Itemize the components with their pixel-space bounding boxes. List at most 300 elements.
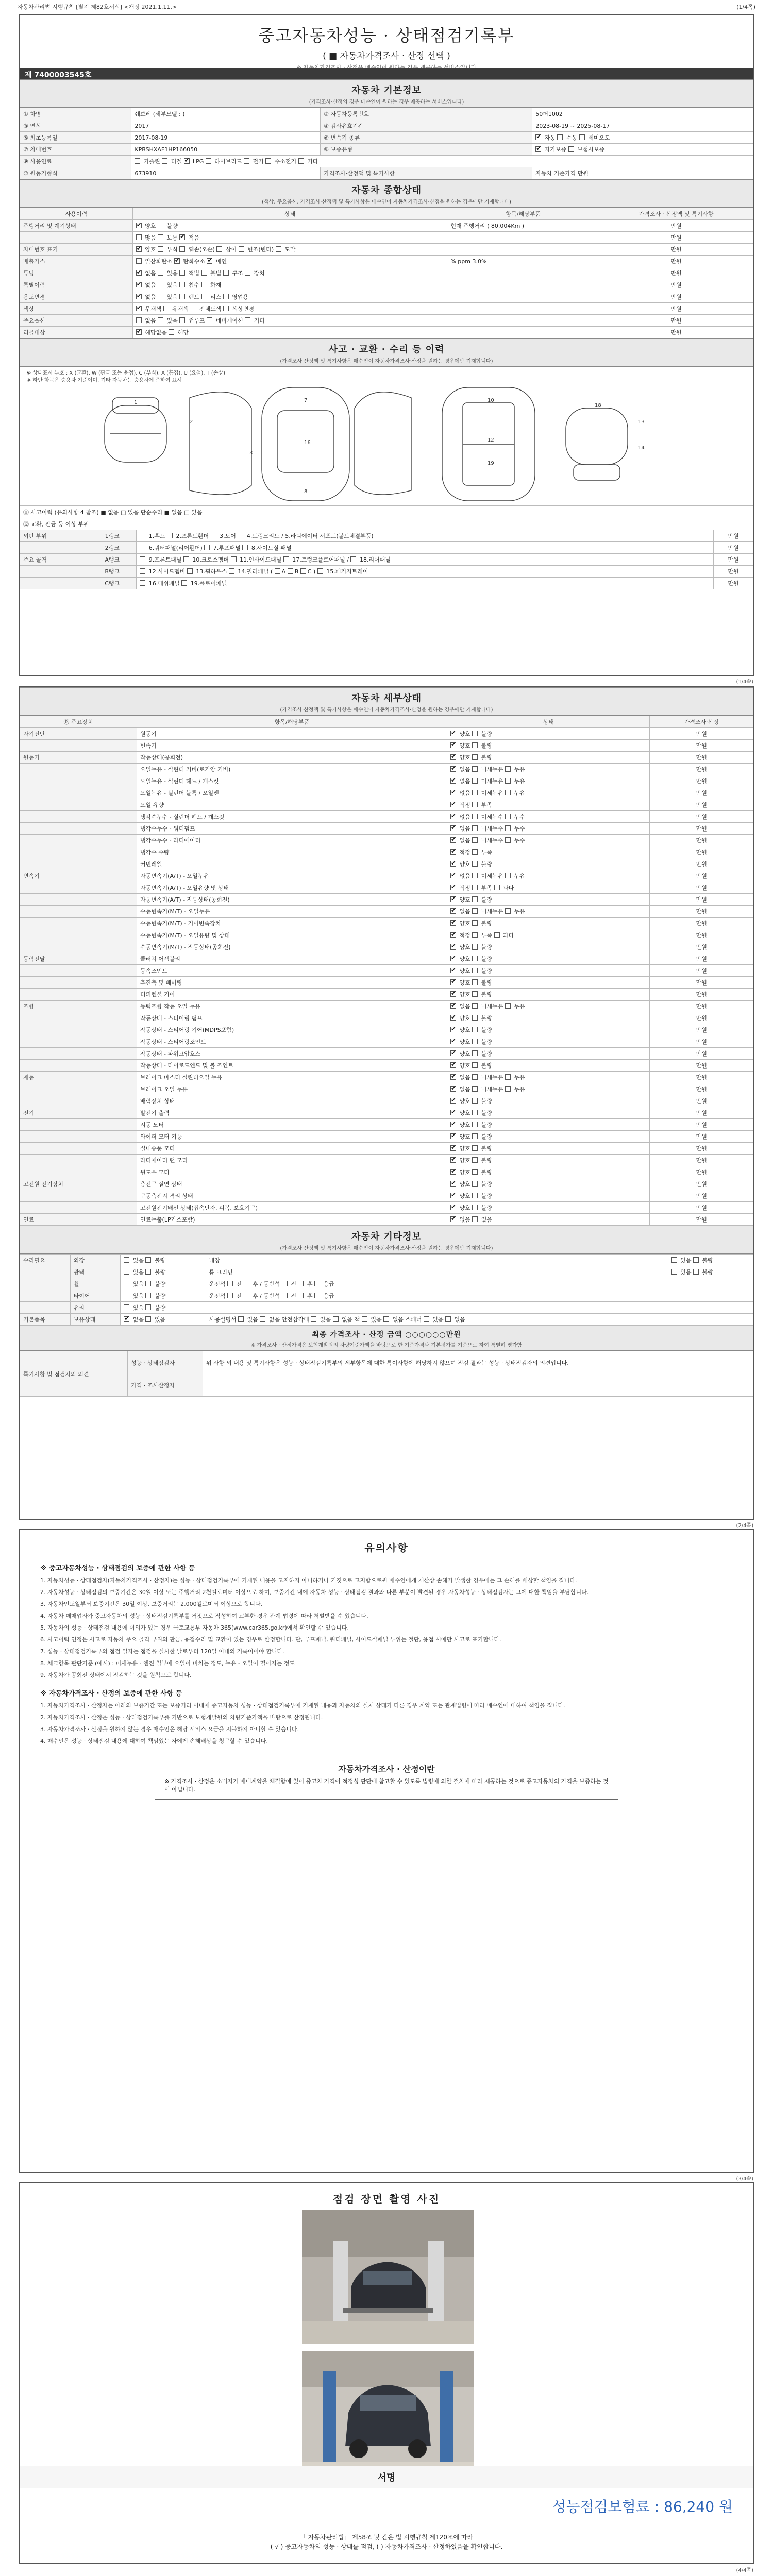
unchecked-box-icon [505, 873, 511, 878]
part-label: 시동 모터 [137, 1119, 447, 1131]
item-label: 운전석 전 후 / 동반석 전 후 응급 [206, 1278, 668, 1290]
notice-body: ※ 가격조사 · 산정은 소비자가 매매계약을 체결함에 있어 중고차 가격이 적정성 판단에 참고할 수 있도록 법령에 의한 절차에 따라 제공하는 것으로 중고자동차의 가격을 보증하는 것이 아닙니다. [164, 1778, 609, 1793]
unchecked-box-icon [472, 754, 478, 760]
other-info-row [20, 1302, 753, 1314]
unchecked-box-icon [472, 1027, 478, 1032]
part-state: ✔ 없음 미세누유 누유 [447, 1001, 650, 1012]
item-state: 많음 보통 ✔ 적음 [132, 232, 447, 244]
unchecked-box-icon [505, 814, 511, 819]
checked-box-icon [174, 258, 180, 264]
checked-box-icon [450, 873, 456, 878]
unchecked-box-icon [158, 282, 163, 287]
part-label: 등속조인트 [137, 965, 447, 977]
unchecked-box-icon [179, 246, 185, 252]
price-amount: 만원 [599, 244, 753, 256]
checked-box-icon [450, 1039, 456, 1044]
unchecked-box-icon [472, 849, 478, 855]
checked-box-icon [450, 1169, 456, 1175]
price-amount: 만원 [650, 1001, 753, 1012]
basic-info-table [20, 108, 753, 179]
price-amount: 만원 [650, 1131, 753, 1143]
unchecked-box-icon [472, 861, 478, 867]
field-label: ① 차명 [20, 108, 131, 120]
unchecked-box-icon [472, 1039, 478, 1044]
parts-head: ⑫ 교환, 판금 등 이상 부위 [20, 518, 753, 530]
legal-basis: 「 자동차관리법」 제58조 및 같은 법 시행규칙 제120조에 따라 [299, 2534, 474, 2541]
price-amount: 만원 [650, 1083, 753, 1095]
other-info-row [20, 1278, 753, 1290]
item-detail: 현재 주행거리 ( 80,004Km ) [447, 220, 599, 232]
detail-state-row [20, 1155, 753, 1166]
checked-box-icon [450, 825, 456, 831]
field-value: 2017 [131, 120, 321, 132]
general-state-table [20, 208, 753, 338]
unchecked-box-icon [494, 932, 500, 938]
field-value: ✔ 자가보증 보험사보증 [532, 144, 753, 156]
damage-rank-row [20, 530, 753, 542]
group-label: 수리필요 [20, 1255, 71, 1266]
rank-parts: 1.후드 2.프론트휀더 3.도어 4.트렁크리드 / 5.라디에이터 서포트(볼트체결부품) [137, 530, 714, 542]
checked-box-icon [450, 766, 456, 772]
confirmation-statement [20, 2533, 753, 2551]
unchecked-box-icon [472, 920, 478, 926]
area-label: 외판 부위 [20, 530, 88, 542]
damage-rank-row [20, 554, 753, 566]
device-label [20, 764, 137, 775]
unchecked-box-icon [472, 1205, 478, 1210]
part-label: 자동변속기(A/T) - 작동상태(공회전) [137, 894, 447, 906]
svg-text:14: 14 [638, 445, 645, 451]
unchecked-box-icon [223, 270, 229, 276]
checked-box-icon [450, 1050, 456, 1056]
field-value: KPBSHXAF1HP166050 [131, 144, 321, 156]
detail-state-row [20, 787, 753, 799]
general-state-row [20, 220, 753, 232]
part-state: ✔ 양호 불량 [447, 1178, 650, 1190]
field-label: ③ 연식 [20, 120, 131, 132]
unchecked-box-icon [505, 1086, 511, 1092]
part-state: ✔ 양호 불량 [447, 1036, 650, 1048]
part-label: 냉각수 수량 [137, 846, 447, 858]
device-label: 원동기 [20, 752, 137, 764]
checked-box-icon [450, 896, 456, 902]
part-label: 냉각수누수 - 실린더 헤드 / 개스킷 [137, 811, 447, 823]
page-indicator: (1/4쪽) [736, 4, 755, 10]
detail-state-row [20, 882, 753, 894]
unchecked-box-icon [472, 778, 478, 784]
detail-state-row [20, 1036, 753, 1048]
part-state: ✔ 양호 불량 [447, 1155, 650, 1166]
unchecked-box-icon [311, 1316, 316, 1322]
part-state: ✔ 양호 불량 [447, 1131, 650, 1143]
unchecked-box-icon [505, 908, 511, 914]
inspection-sheet-page4 [19, 2182, 754, 2564]
unchecked-box-icon [238, 533, 243, 538]
price-amount: 만원 [650, 1155, 753, 1166]
checked-box-icon [450, 1181, 456, 1187]
item-detail [447, 267, 599, 279]
device-label [20, 787, 137, 799]
unchecked-box-icon [472, 1050, 478, 1056]
device-label [20, 1202, 137, 1214]
item-state [668, 1302, 753, 1314]
checked-box-icon [450, 1122, 456, 1127]
item-state: ✔ 무채색 유채색 전체도색 색상변경 [132, 303, 447, 315]
device-label [20, 929, 137, 941]
rank-parts: 9.프론트패널 10.크로스멤버 11.인사이드패널 17.트렁크플로어패널 / 18.리어패널 [137, 554, 714, 566]
unchecked-box-icon [505, 837, 511, 843]
item-state [668, 1290, 753, 1302]
part-label: 추진축 및 베어링 [137, 977, 447, 989]
unchecked-box-icon [140, 580, 145, 586]
part-state: ✔ 적정 부족 [447, 799, 650, 811]
general-state-row [20, 303, 753, 315]
device-label [20, 858, 137, 870]
part-state: ✔ 양호 불량 [447, 894, 650, 906]
unchecked-box-icon [298, 1281, 304, 1286]
svg-text:18: 18 [595, 403, 601, 409]
detail-state-row [20, 823, 753, 835]
item-detail [447, 291, 599, 303]
part-state: ✔ 없음 미세누수 누수 [447, 811, 650, 823]
item-label: 주요옵션 [20, 315, 133, 327]
accident-history-head [20, 338, 753, 367]
part-state: ✔ 양호 불량 [447, 1024, 650, 1036]
unchecked-box-icon [445, 1316, 451, 1322]
page-number: (1/4쪽) [736, 679, 753, 685]
area-label: 주요 골격 [20, 554, 88, 566]
part-label: 배력장치 상태 [137, 1095, 447, 1107]
device-label [20, 941, 137, 953]
part-label: 작동상태 - 타이로드엔드 및 볼 조인트 [137, 1060, 447, 1072]
basic-info-row [20, 144, 753, 156]
unchecked-box-icon [191, 306, 196, 311]
price-amount: 만원 [650, 941, 753, 953]
unchecked-box-icon [206, 158, 211, 164]
checked-box-icon [450, 754, 456, 760]
checked-box-icon [535, 134, 541, 140]
group-label [20, 1278, 71, 1290]
part-label: 오일누유 - 실린더 커버(로커암 커버) [137, 764, 447, 775]
unchecked-box-icon [187, 568, 193, 574]
detail-state-row [20, 835, 753, 846]
item-state: 있음 불량 [121, 1278, 206, 1290]
field-value: 자동차 기준가격 만원 [532, 167, 753, 179]
device-label: 연료 [20, 1214, 137, 1226]
item-state: ✔ 해당없음 해당 [132, 327, 447, 338]
item-state: 있음 불량 [668, 1255, 753, 1266]
unchecked-box-icon [158, 234, 163, 240]
part-label: 자동변속기(A/T) - 오일유량 및 상태 [137, 882, 447, 894]
inspection-photo-front [302, 2210, 474, 2344]
detail-state-row [20, 1119, 753, 1131]
field-value: ✔ 자동 수동 세미오토 [532, 132, 753, 144]
part-label: 고전원전기배선 상태(접속단자, 피복, 보호기구) [137, 1202, 447, 1214]
unchecked-box-icon [472, 742, 478, 748]
part-state: ✔ 없음 미세누유 누유 [447, 1072, 650, 1083]
checked-box-icon [450, 814, 456, 819]
general-state-row [20, 232, 753, 244]
price-amount: 만원 [650, 1202, 753, 1214]
device-label [20, 894, 137, 906]
detail-state-row [20, 1024, 753, 1036]
price-amount: 만원 [650, 965, 753, 977]
unchecked-box-icon [244, 158, 249, 164]
part-state: ✔ 없음 미세누유 누유 [447, 1083, 650, 1095]
unchecked-box-icon [472, 1216, 478, 1222]
detail-state-row [20, 1083, 753, 1095]
general-state-row [20, 244, 753, 256]
inspection-sheet-page3 [19, 1529, 754, 2173]
special-remark-row [20, 1374, 753, 1397]
unchecked-box-icon [179, 270, 185, 276]
rank-label: A랭크 [88, 554, 137, 566]
part-label: 작동상태(공회전) [137, 752, 447, 764]
part-state: ✔ 없음 미세누유 누유 [447, 906, 650, 918]
detail-state-row [20, 1060, 753, 1072]
other-info-row [20, 1266, 753, 1278]
section-title: 자동차 기타정보 [351, 1231, 422, 1242]
item-label: 휠 [70, 1278, 121, 1290]
checked-box-icon [450, 932, 456, 938]
part-label: 연료누출(LP가스포함) [137, 1214, 447, 1226]
part-state: ✔ 양호 불량 [447, 1119, 650, 1131]
svg-text:16: 16 [304, 440, 311, 446]
rank-parts: 16.대쉬패널 19.플로어패널 [137, 578, 714, 589]
checked-box-icon [450, 1015, 456, 1021]
field-value: 쉐보레 (세부모델 : ) [131, 108, 321, 120]
checked-box-icon [450, 1062, 456, 1068]
unchecked-box-icon [671, 1257, 677, 1263]
price-amount: 만원 [599, 256, 753, 267]
price-amount: 만원 [714, 530, 753, 542]
damage-rank-row [20, 566, 753, 578]
unchecked-box-icon [124, 1281, 129, 1286]
photo-section-title: 점검 장면 촬영 사진 [20, 2183, 753, 2213]
device-label [20, 1083, 137, 1095]
unchecked-box-icon [158, 317, 163, 323]
unchecked-box-icon [140, 556, 145, 562]
svg-text:7: 7 [304, 398, 308, 403]
basic-info-row [20, 167, 753, 179]
item-label: 차대번호 표기 [20, 244, 133, 256]
item-state: 일산화탄소 ✔ 탄화수소 ✔ 매연 [132, 256, 447, 267]
inspector-opinion [203, 1374, 753, 1397]
unchecked-box-icon [568, 146, 574, 152]
device-label [20, 1166, 137, 1178]
device-label [20, 823, 137, 835]
part-label: 브레이크 마스터 실린더오일 누유 [137, 1072, 447, 1083]
column-header: 상태 [447, 716, 650, 728]
accident-history-row: ⑪ 사고이력 (유의사항 4 참조) ■ 없음 □ 있음 단순수리 ■ 없음 □ 있음 [20, 506, 753, 518]
unchecked-box-icon [169, 329, 174, 335]
column-header: 사용이력 [20, 208, 133, 220]
item-label: 사용설명서 있음 없음 안전삼각대 있음 없음 잭 있음 없음 스패너 있음 없음 [206, 1314, 668, 1326]
general-state-row [20, 256, 753, 267]
checked-box-icon [450, 1098, 456, 1104]
price-amount: 만원 [650, 823, 753, 835]
checked-box-icon [450, 1157, 456, 1163]
unchecked-box-icon [265, 158, 271, 164]
unchecked-box-icon [227, 1293, 233, 1298]
part-label: 자동변속기(A/T) - 오일누유 [137, 870, 447, 882]
price-amount: 만원 [650, 1178, 753, 1190]
device-label [20, 965, 137, 977]
price-amount: 만원 [650, 858, 753, 870]
device-label: 동력전달 [20, 953, 137, 965]
svg-text:10: 10 [488, 398, 494, 403]
svg-text:3: 3 [249, 450, 253, 456]
checked-box-icon [450, 1110, 456, 1115]
price-amount: 만원 [650, 775, 753, 787]
general-state-row [20, 267, 753, 279]
caution-paragraph: 1. 자동차가격조사 · 산정자는 아래의 보증기간 또는 보증거리 이내에 중고자동차 성능 · 상태점검기록부에 기재된 내용과 자동차의 실제 상태가 다른 경우 계약 또는 관계법령에 따라 매수인에 대하여 책임을 집니다. [40, 1702, 565, 1709]
other-info-row [20, 1290, 753, 1302]
unchecked-box-icon [201, 294, 207, 299]
page-number: (3/4쪽) [736, 2176, 753, 2182]
part-label: 수동변속기(M/T) - 오일유량 및 상태 [137, 929, 447, 941]
diagram-legend [27, 370, 225, 384]
item-state: ✔ 양호 부식 훼손(오손) 상이 변조(변타) 도말 [132, 244, 447, 256]
detail-state-row [20, 1190, 753, 1202]
checked-box-icon [450, 731, 456, 736]
part-label: 작동상태 - 파워고압호스 [137, 1048, 447, 1060]
detail-state-row [20, 752, 753, 764]
unchecked-box-icon [183, 556, 189, 562]
checked-box-icon [450, 778, 456, 784]
item-state: 없음 있음 썬루프 네비게이션 기타 [132, 315, 447, 327]
price-amount: 만원 [650, 1048, 753, 1060]
section-note: (색상, 주요옵션, 가격조사·산정액 및 특기사항은 매수인이 자동차가격조사·산정을 원하는 경우에만 기재합니다) [262, 199, 511, 205]
unchecked-box-icon [505, 766, 511, 772]
unchecked-box-icon [557, 134, 563, 140]
unchecked-box-icon [472, 790, 478, 795]
device-label: 고전원 전기장치 [20, 1178, 137, 1190]
part-label: 충전구 절연 상태 [137, 1178, 447, 1190]
part-state: ✔ 양호 불량 [447, 1060, 650, 1072]
item-state: 있음 불량 [668, 1266, 753, 1278]
unchecked-box-icon [245, 317, 250, 323]
detail-state-row [20, 764, 753, 775]
unchecked-box-icon [693, 1269, 699, 1275]
price-amount: 만원 [650, 870, 753, 882]
section-note: (가격조사·산정액 및 특기사항은 매수인이 자동차가격조사·산정을 원하는 경우에만 기재합니다) [280, 707, 493, 713]
price-amount: 만원 [650, 953, 753, 965]
unchecked-box-icon [245, 270, 250, 276]
price-amount: 만원 [650, 882, 753, 894]
inspector-label: 가격 · 조사산정자 [128, 1374, 203, 1397]
checked-box-icon [450, 885, 456, 890]
item-label: 튜닝 [20, 267, 133, 279]
page-header [0, 0, 773, 13]
item-detail [447, 244, 599, 256]
part-state: ✔ 없음 미세누유 누유 [447, 787, 650, 799]
item-state [668, 1278, 753, 1290]
unchecked-box-icon [238, 1316, 244, 1322]
car-on-lift-photo [302, 2210, 474, 2344]
checked-box-icon [450, 861, 456, 867]
unchecked-box-icon [472, 1086, 478, 1092]
part-label: 발전기 출력 [137, 1107, 447, 1119]
section-note: (가격조사·산정의 경우 매수인이 원하는 경우 제공하는 서비스입니다) [309, 99, 464, 105]
device-label: 자기진단 [20, 728, 137, 740]
unchecked-box-icon [317, 568, 323, 574]
detail-state-row [20, 989, 753, 1001]
unchecked-box-icon [472, 991, 478, 997]
caution-paragraph: 2. 자동차성능 · 상태점검의 보증기간은 30일 이상 또는 주행거리 2천킬로미터 이상으로 하며, 보증기간 내에 자동차 성능 · 상태점검 결과와 다른 부분이 발견된 경우 자동차성능 · 상태점검자는 그에 대한 책임을 부담합니다. [40, 1589, 589, 1596]
part-label: 변속기 [137, 740, 447, 752]
unchecked-box-icon [140, 568, 145, 574]
unchecked-box-icon [244, 1281, 249, 1286]
unchecked-box-icon [472, 1181, 478, 1187]
price-amount: 만원 [650, 1095, 753, 1107]
detail-state-row [20, 953, 753, 965]
other-info-head [20, 1226, 753, 1254]
special-remarks-label: 특기사항 및 점검자의 의견 [20, 1351, 128, 1397]
unchecked-box-icon [505, 790, 511, 795]
general-state-row [20, 327, 753, 338]
price-amount: 만원 [599, 220, 753, 232]
detail-state-table [20, 716, 753, 1226]
inspection-sheet-page2 [19, 686, 754, 1520]
column-header: 가격조사·산정 [650, 716, 753, 728]
price-amount: 만원 [650, 1119, 753, 1131]
accident-table [20, 506, 753, 589]
unchecked-box-icon [158, 294, 163, 299]
caution-subtitle-1: ※ 중고자동차성능 · 상태점검의 보증에 관한 사항 등 [40, 1565, 195, 1572]
checked-box-icon [450, 991, 456, 997]
item-detail [447, 232, 599, 244]
price-amount: 만원 [650, 1214, 753, 1226]
form-reference: 자동차관리법 시행규칙 [별지 제82호서식] <개정 2021.1.11.> [18, 4, 177, 10]
damage-rank-row [20, 542, 753, 554]
detail-state-row [20, 965, 753, 977]
part-label: 냉각수누수 - 라디에이터 [137, 835, 447, 846]
caution-paragraph: 3. 자동차인도일부터 보증기간은 30일 이상, 보증거리는 2,000킬로미터 이상으로 합니다. [40, 1601, 262, 1607]
device-label [20, 989, 137, 1001]
checked-box-icon [450, 1027, 456, 1032]
unchecked-box-icon [145, 1293, 151, 1298]
part-label: 구동축전지 격리 상태 [137, 1190, 447, 1202]
unchecked-box-icon [298, 158, 304, 164]
group-label [20, 1302, 71, 1314]
price-amount: 만원 [650, 728, 753, 740]
detail-state-row [20, 1214, 753, 1226]
price-amount: 만원 [599, 315, 753, 327]
checked-box-icon [136, 329, 142, 335]
unchecked-box-icon [505, 825, 511, 831]
column-header: 항목/해당부품 [137, 716, 447, 728]
checked-box-icon [450, 1003, 456, 1009]
unchecked-box-icon [472, 1098, 478, 1104]
checked-box-icon [450, 742, 456, 748]
unchecked-box-icon [145, 1281, 151, 1286]
item-label: 주행거리 및 계기상태 [20, 220, 133, 232]
price-assessment-notice [155, 1757, 618, 1800]
part-state: ✔ 양호 불량 [447, 728, 650, 740]
item-label [20, 232, 133, 244]
unchecked-box-icon [244, 1293, 249, 1298]
price-amount: 만원 [650, 799, 753, 811]
price-amount: 만원 [714, 566, 753, 578]
svg-text:13: 13 [638, 419, 645, 425]
detail-state-row [20, 1178, 753, 1190]
part-state: ✔ 양호 불량 [447, 941, 650, 953]
field-label: 가격조사·산정액 및 특기사항 [321, 167, 532, 179]
area-label [20, 542, 88, 554]
checked-box-icon [136, 270, 142, 276]
detail-state-head [20, 687, 753, 716]
